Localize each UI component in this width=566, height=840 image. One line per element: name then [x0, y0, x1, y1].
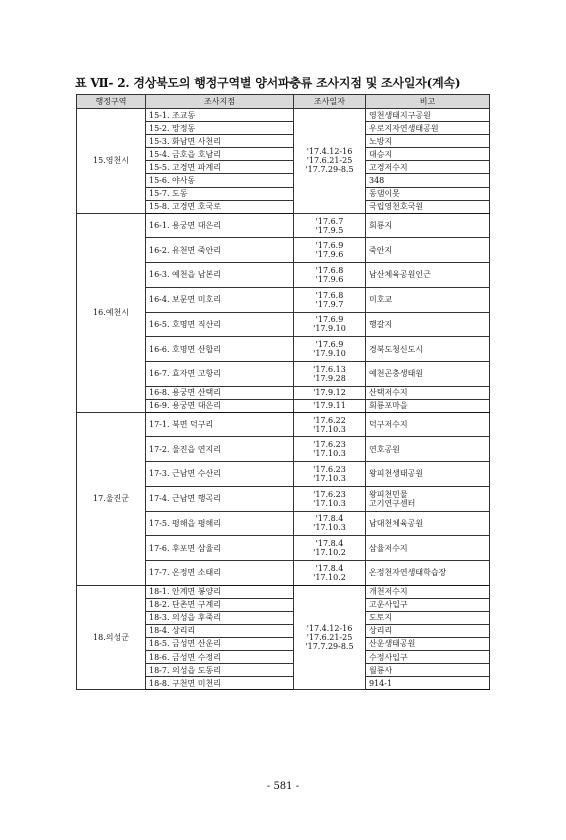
date-cell: '17.4.12-16 '17.6.21-25 '17.7.29-8.5 — [294, 585, 366, 690]
site-cell: 16-7. 효자면 고항리 — [146, 361, 294, 386]
page-number: - 581 - — [266, 781, 300, 792]
date-cell: '17.4.12-16 '17.6.21-25 '17.7.29-8.5 — [294, 109, 366, 214]
date-cell: '17.6.13 '17.9.28 — [294, 361, 366, 386]
note-cell: 고경저수지 — [366, 161, 490, 174]
site-cell: 17-6. 후포면 삼율리 — [146, 536, 294, 561]
site-cell: 17-4. 근남면 행곡리 — [146, 486, 294, 511]
site-cell: 18-2. 단촌면 구계리 — [146, 598, 294, 611]
site-cell: 15-2. 망정동 — [146, 122, 294, 135]
site-cell: 16-4. 보문면 미호리 — [146, 287, 294, 312]
site-cell: 18-5. 금성면 산운리 — [146, 637, 294, 650]
site-cell: 16-8. 용궁면 산택리 — [146, 386, 294, 399]
note-cell: 월룡사 — [366, 664, 490, 677]
site-cell: 15-1. 조교동 — [146, 109, 294, 122]
date-cell: '17.9.11 — [294, 399, 366, 412]
header-site: 조사지점 — [146, 95, 294, 109]
note-cell: 삼율저수지 — [366, 536, 490, 561]
date-cell: '17.6.9 '17.9.10 — [294, 337, 366, 362]
site-cell: 16-3. 예천읍 남본리 — [146, 263, 294, 288]
date-cell: '17.6.7 '17.9.5 — [294, 213, 366, 238]
note-cell: 덕구저수지 — [366, 412, 490, 437]
table-header-row — [77, 95, 490, 109]
site-cell: 17-2. 울진읍 연지리 — [146, 437, 294, 462]
table-row — [77, 109, 490, 122]
site-cell: 18-8. 구천면 미천리 — [146, 677, 294, 690]
table-row — [77, 585, 490, 598]
date-cell: '17.6.8 '17.9.6 — [294, 263, 366, 288]
header-note: 비고 — [366, 95, 490, 109]
region-cell: 16.예천시 — [77, 213, 146, 412]
note-cell: 상리리 — [366, 624, 490, 637]
header-region: 행정구역 — [77, 95, 146, 109]
site-cell: 15-7. 도동 — [146, 187, 294, 200]
note-cell: 행갈지 — [366, 312, 490, 337]
site-cell: 17-5. 평해읍 평해리 — [146, 511, 294, 536]
note-cell: 온정천자연생태학습장 — [366, 560, 490, 585]
note-cell: 국립영천호국원 — [366, 200, 490, 213]
date-cell: '17.8.4 '17.10.3 — [294, 511, 366, 536]
site-cell: 18-7. 의성읍 도동리 — [146, 664, 294, 677]
note-cell: 수정사입구 — [366, 651, 490, 664]
note-cell: 남대천체육공원 — [366, 511, 490, 536]
note-cell: 예천곤충생태원 — [366, 361, 490, 386]
table-row — [77, 412, 490, 437]
date-cell: '17.6.8 '17.9.7 — [294, 287, 366, 312]
site-cell: 17-3. 근남면 수산리 — [146, 462, 294, 487]
note-cell: 남산체육공원인근 — [366, 263, 490, 288]
note-cell: 회룡포마을 — [366, 399, 490, 412]
site-cell: 16-6. 호명면 산합리 — [146, 337, 294, 362]
date-cell: '17.6.9 '17.9.10 — [294, 312, 366, 337]
note-cell: 영천생태지구공원 — [366, 109, 490, 122]
site-cell: 17-7. 온정면 소태리 — [146, 560, 294, 585]
note-cell: 왕피천생태공원 — [366, 462, 490, 487]
region-cell: 18.의성군 — [77, 585, 146, 690]
site-cell: 16-9. 용궁면 대은리 — [146, 399, 294, 412]
note-cell: 348 — [366, 174, 490, 187]
site-cell: 16-5. 호명면 직산리 — [146, 312, 294, 337]
note-cell: 경북도청신도시 — [366, 337, 490, 362]
note-cell: 동댐이못 — [366, 187, 490, 200]
site-cell: 18-4. 상리리 — [146, 624, 294, 637]
site-cell: 15-5. 고경면 파계리 — [146, 161, 294, 174]
site-cell: 15-8. 고경면 호국로 — [146, 200, 294, 213]
region-cell: 17.울진군 — [77, 412, 146, 585]
date-cell: '17.8.4 '17.10.2 — [294, 536, 366, 561]
note-cell: 대승지 — [366, 148, 490, 161]
note-cell: 914-1 — [366, 677, 490, 690]
region-cell: 15.영천시 — [77, 109, 146, 214]
date-cell: '17.8.4 '17.10.2 — [294, 560, 366, 585]
date-cell: '17.6.23 '17.10.3 — [294, 437, 366, 462]
site-cell: 16-1. 용궁면 대은리 — [146, 213, 294, 238]
note-cell: 연호공원 — [366, 437, 490, 462]
date-cell: '17.6.23 '17.10.3 — [294, 462, 366, 487]
note-cell: 회룡지 — [366, 213, 490, 238]
site-cell: 18-1. 안계면 봉양리 — [146, 585, 294, 598]
survey-table — [76, 94, 490, 690]
table-caption: 표 Ⅶ- 2. 경상북도의 행정구역별 양서파충류 조사지점 및 조사일자(계속) — [75, 76, 461, 90]
date-cell: '17.9.12 — [294, 386, 366, 399]
note-cell: 노방지 — [366, 135, 490, 148]
site-cell: 17-1. 북면 덕구리 — [146, 412, 294, 437]
note-cell: 개천저수지 — [366, 585, 490, 598]
site-cell: 18-6. 금성면 수정리 — [146, 651, 294, 664]
date-cell: '17.6.22 '17.10.3 — [294, 412, 366, 437]
note-cell: 산택저수지 — [366, 386, 490, 399]
site-cell: 15-6. 야사동 — [146, 174, 294, 187]
table-row — [77, 213, 490, 238]
note-cell: 산운생태공원 — [366, 637, 490, 650]
site-cell: 15-3. 화남면 사천리 — [146, 135, 294, 148]
table-body — [77, 109, 490, 690]
note-cell: 고운사입구 — [366, 598, 490, 611]
site-cell: 18-3. 의성읍 후죽리 — [146, 611, 294, 624]
site-cell: 15-4. 금호읍 호남리 — [146, 148, 294, 161]
date-cell: '17.6.23 '17.10.3 — [294, 486, 366, 511]
note-cell: 도토지 — [366, 611, 490, 624]
date-cell: '17.6.9 '17.9.6 — [294, 238, 366, 263]
site-cell: 16-2. 유천면 죽안리 — [146, 238, 294, 263]
header-date: 조사일자 — [294, 95, 366, 109]
note-cell: 왕피천민물 고기연구센터 — [366, 486, 490, 511]
note-cell: 미호교 — [366, 287, 490, 312]
note-cell: 죽안지 — [366, 238, 490, 263]
note-cell: 우로지자연생태공원 — [366, 122, 490, 135]
